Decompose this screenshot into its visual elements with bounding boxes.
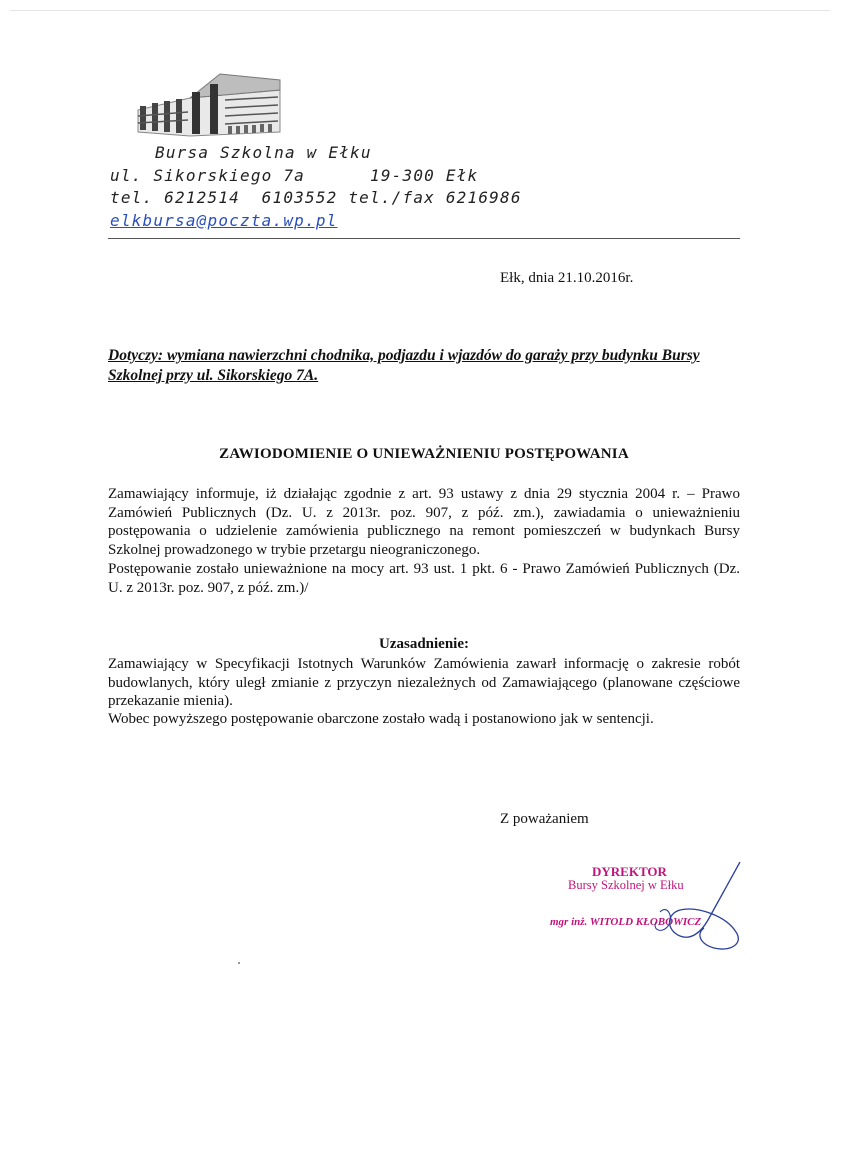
- paragraph-legal-basis: Postępowanie zostało unieważnione na mocy art. 93 ust. 1 pkt. 6 - Prawo Zamówień Publicznych (Dz. U. z 2013r. poz. 907, z póź. zm.)/: [108, 561, 740, 596]
- school-building-logo: [130, 70, 285, 145]
- stamp-title: DYREKTOR: [592, 864, 667, 879]
- scan-edge-line: [10, 10, 830, 11]
- institution-name: Bursa Szkolna w Ełku: [155, 143, 372, 162]
- document-title: ZAWIODOMIENIE O UNIEWAŻNIENIU POSTĘPOWANIA: [219, 446, 629, 462]
- postal-city: 19-300 Ełk: [370, 166, 479, 185]
- date-line: Ełk, dnia 21.10.2016r.: [500, 270, 634, 286]
- paragraph-justification: Zamawiający w Specyfikacji Istotnych Warunków Zamówienia zawarł informację o zakresie robót budowlanych, który uległ zmianie z przyczyn niezależnych od Zamawiającego (planowane częściowe przekazanie mienia).: [108, 656, 740, 709]
- paragraph-conclusion: Wobec powyższego postępowanie obarczone zostało wadą i postanowiono jak w sentencji.: [108, 711, 654, 727]
- phone-numbers: tel. 6212514 6103552 tel./fax 6216986: [110, 188, 522, 207]
- closing-salutation: Z poważaniem: [500, 811, 589, 827]
- subject-line: Dotyczy: wymiana nawierzchni chodnika, podjazdu i wjazdów do garaży przy budynku Bursy Szkolnej przy ul. Sikorskiego 7A.: [108, 347, 700, 384]
- street-address: ul. Sikorskiego 7a: [110, 166, 305, 185]
- justification-heading: Uzasadnienie:: [379, 636, 469, 652]
- stamp-director-name: mgr inż. WITOLD KŁOBOWICZ: [550, 916, 702, 928]
- paragraph-notice: Zamawiający informuje, iż działając zgodnie z art. 93 ustawy z dnia 29 stycznia 2004 r. – Prawo Zamówień Publicznych (Dz. U. z 2013r. poz. 907, z póź. zm.), zawiadamia o unieważnieniu postępowania o udzielenie zamówienia publicznego na remont pomieszczeń w budynkach Bursy Szkolnej prowadzonego w trybie przetargu nieograniczonego.: [108, 486, 740, 558]
- stamp-institution: Bursy Szkolnej w Ełku: [568, 878, 684, 892]
- director-stamp: [540, 840, 770, 960]
- handwritten-signature: [540, 840, 770, 960]
- scan-speck: [238, 962, 240, 964]
- email-link[interactable]: elkbursa@poczta.wp.pl: [110, 211, 338, 230]
- letterhead-divider: [108, 238, 740, 239]
